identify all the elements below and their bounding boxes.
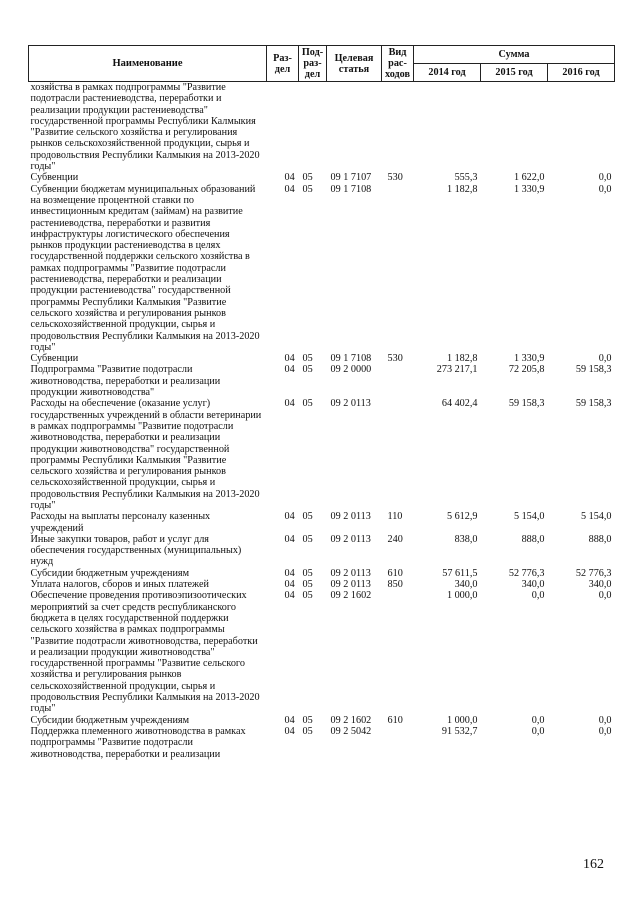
cell-2015: 59 158,3: [508, 398, 545, 410]
cell-2016: 59 158,3: [575, 364, 612, 376]
header-name: Наименование: [29, 46, 267, 82]
page-number: 162: [583, 857, 604, 872]
cell-2016: 5 154,0: [580, 511, 612, 523]
cell-razdel: 04: [284, 398, 295, 410]
header-vid: Вид рас-ходов: [382, 46, 414, 82]
cell-2015: [481, 82, 548, 173]
cell-2016: 59 158,3: [575, 398, 612, 410]
cell-vid: [382, 726, 414, 760]
cell-razdel: 04: [284, 353, 295, 365]
cell-podrazdel: 05: [302, 533, 313, 545]
cell-2016: 52 776,3: [575, 567, 612, 579]
cell-2015: 340,0: [521, 579, 545, 591]
cell-name: Субвенции: [30, 353, 79, 365]
header-tselevaya: Целевая статья: [327, 46, 382, 82]
cell-name: Подпрограмма "Развитие подотрасли животноводства, переработки и реализации продукции животноводства": [30, 364, 221, 399]
cell-podrazdel: [299, 82, 327, 173]
table-row: [29, 534, 615, 568]
cell-name: Расходы на выплаты персоналу казенных учреждений: [30, 511, 211, 534]
cell-vid: 610: [387, 714, 403, 726]
cell-tselevaya: 09 2 0113: [330, 398, 371, 410]
cell-name: хозяйства в рамках подпрограммы "Развитие подотрасли растениеводства, переработки и реализации продукции растениеводства" государственной программы Республики Калмыкия "Развитие сельского хозяйства и регулирования рынков сельскохозяйственной продукции, сырья и продовольствия Республики Калмыкия на 2013-2020 годы": [30, 82, 260, 173]
cell-podrazdel: 05: [302, 398, 313, 410]
cell-2014: 340,0: [454, 579, 478, 591]
cell-podrazdel: 05: [302, 725, 313, 737]
cell-name: Уплата налогов, сборов и иных платежей: [30, 579, 209, 591]
cell-2015: 0,0: [531, 590, 545, 602]
cell-2014: 5 612,9: [446, 511, 478, 523]
cell-2014: 838,0: [454, 533, 478, 545]
cell-vid: 850: [387, 579, 403, 591]
cell-vid: 530: [387, 353, 403, 365]
cell-tselevaya: 09 2 1602: [330, 714, 372, 726]
cell-2016: 888,0: [588, 533, 612, 545]
cell-vid: [382, 82, 414, 173]
header-year-2014: 2014 год: [414, 64, 481, 82]
cell-razdel: 04: [284, 579, 295, 591]
table-row: [29, 511, 615, 534]
cell-2014: 1 000,0: [446, 590, 478, 602]
cell-2015: 1 330,9: [513, 183, 545, 195]
cell-2015: 5 154,0: [513, 511, 545, 523]
cell-tselevaya: 09 2 0113: [330, 567, 371, 579]
cell-vid: [382, 398, 414, 511]
cell-2014: 555,3: [454, 172, 478, 184]
cell-razdel: 04: [284, 714, 295, 726]
cell-2014: 273 217,1: [436, 364, 478, 376]
cell-2015: 1 330,9: [513, 353, 545, 365]
table-header: [29, 46, 615, 82]
table-row: [29, 82, 615, 173]
cell-2016: 0,0: [598, 590, 612, 602]
cell-tselevaya: 09 1 7108: [330, 183, 372, 195]
header-year-2016: 2016 год: [548, 64, 615, 82]
cell-2015: 0,0: [531, 725, 545, 737]
table-body: [29, 82, 615, 760]
cell-2016: 0,0: [598, 172, 612, 184]
cell-2014: 1 000,0: [446, 714, 478, 726]
cell-name: Расходы на обеспечение (оказание услуг) государственных учреждений в области ветеринарии в рамках подпрограммы "Развитие подотрасли животноводства, переработки и реализации продукции животноводства" государственной программы Республики Калмыкия "Развитие сельского хозяйства и регулирования рынков сельскохозяйственной продукции, сырья и продовольствия Республики Калмыкия на 2013-2020 годы": [30, 398, 262, 511]
cell-2014: 64 402,4: [441, 398, 478, 410]
cell-tselevaya: 09 2 0113: [330, 533, 371, 545]
cell-2015: 888,0: [521, 533, 545, 545]
cell-razdel: 04: [284, 511, 295, 523]
cell-2016: 0,0: [598, 714, 612, 726]
cell-razdel: 04: [284, 183, 295, 195]
cell-vid: 110: [387, 511, 403, 523]
cell-tselevaya: [327, 82, 382, 173]
cell-2016: 0,0: [598, 353, 612, 365]
cell-podrazdel: 05: [302, 172, 313, 184]
cell-name: Обеспечение проведения противоэпизоотических мероприятий за счет средств республиканского бюджета в целях государственной поддержки сельского хозяйства в рамках подпрограммы "Развитие подотрасли животноводства, переработки и реализации продукции животноводства" государственной программы "Развитие сельского хозяйства и регулирования рынков сельскохозяйственной продукции, сырья и продовольствия Республики Калмыкия на 2013-2020 годы": [30, 590, 260, 715]
cell-2015: 0,0: [531, 714, 545, 726]
table-row: [29, 184, 615, 353]
header-year-2015: 2015 год: [481, 64, 548, 82]
table-row: [29, 353, 615, 364]
header-podrazdel: Под-раз-дел: [299, 46, 327, 82]
cell-name: Иные закупки товаров, работ и услуг для обеспечения государственных (муниципальных) нужд: [30, 533, 242, 568]
cell-2014: [414, 82, 481, 173]
cell-podrazdel: 05: [302, 183, 313, 195]
cell-2014: 57 611,5: [442, 567, 478, 579]
cell-2014: 1 182,8: [446, 183, 478, 195]
cell-tselevaya: 09 2 0113: [330, 579, 371, 591]
cell-2014: 1 182,8: [446, 353, 478, 365]
cell-2015: 52 776,3: [508, 567, 545, 579]
cell-razdel: 04: [284, 172, 295, 184]
cell-razdel: 04: [284, 567, 295, 579]
table-row: [29, 364, 615, 398]
cell-name: Субвенции бюджетам муниципальных образований на возмещение процентной ставки по инвестиционным кредитам (займам) на развитие растениеводства, переработки и развития инфраструктуры логистического обеспечения рынков продукции растениеводства в целях государственной поддержки сельского хозяйства в рамках подпрограммы "Развитие подотрасли растениеводства, переработки и реализации продукции растениеводства" государственной программы Республики Калмыкия "Развитие сельского хозяйства и регулирования рынков сельскохозяйственной продукции, сырья и продовольствия Республики Калмыкия на 2013-2020 годы": [30, 183, 260, 353]
table-row: [29, 579, 615, 590]
table-row: [29, 172, 615, 183]
cell-tselevaya: 09 2 1602: [330, 590, 372, 602]
cell-podrazdel: 05: [302, 353, 313, 365]
cell-2016: 0,0: [598, 725, 612, 737]
header-razdel: Раз-дел: [267, 46, 299, 82]
cell-vid: 610: [387, 567, 403, 579]
cell-2014: 91 532,7: [441, 725, 478, 737]
cell-tselevaya: 09 2 5042: [330, 725, 372, 737]
document-page: [28, 45, 614, 760]
budget-table: [28, 45, 615, 760]
cell-vid: 530: [387, 172, 403, 184]
cell-vid: [382, 184, 414, 353]
cell-vid: [382, 364, 414, 398]
cell-2015: 72 205,8: [508, 364, 545, 376]
cell-2016: 340,0: [588, 579, 612, 591]
cell-razdel: 04: [284, 590, 295, 602]
cell-name: Поддержка племенного животноводства в рамках подпрограммы "Развитие подотрасли животноводства, переработки и реализации: [30, 725, 246, 760]
cell-podrazdel: 05: [302, 590, 313, 602]
cell-tselevaya: 09 1 7107: [330, 172, 372, 184]
cell-vid: [382, 590, 414, 714]
cell-name: Субсидии бюджетным учреждениям: [30, 714, 190, 726]
cell-razdel: 04: [284, 725, 295, 737]
cell-vid: 240: [387, 533, 403, 545]
table-row: [29, 715, 615, 726]
cell-tselevaya: 09 2 0000: [330, 364, 372, 376]
cell-podrazdel: 05: [302, 714, 313, 726]
cell-podrazdel: 05: [302, 511, 313, 523]
cell-podrazdel: 05: [302, 364, 313, 376]
cell-2016: [548, 82, 615, 173]
cell-2016: 0,0: [598, 183, 612, 195]
header-summa: Сумма: [414, 46, 615, 64]
cell-razdel: 04: [284, 533, 295, 545]
cell-2015: 1 622,0: [513, 172, 545, 184]
cell-podrazdel: 05: [302, 579, 313, 591]
cell-name: Субвенции: [30, 172, 79, 184]
cell-podrazdel: 05: [302, 567, 313, 579]
table-row: [29, 726, 615, 760]
table-row: [29, 590, 615, 714]
cell-name: Субсидии бюджетным учреждениям: [30, 567, 190, 579]
cell-tselevaya: 09 1 7108: [330, 353, 372, 365]
cell-razdel: [267, 82, 299, 173]
cell-tselevaya: 09 2 0113: [330, 511, 371, 523]
table-row: [29, 398, 615, 511]
cell-razdel: 04: [284, 364, 295, 376]
table-row: [29, 568, 615, 579]
